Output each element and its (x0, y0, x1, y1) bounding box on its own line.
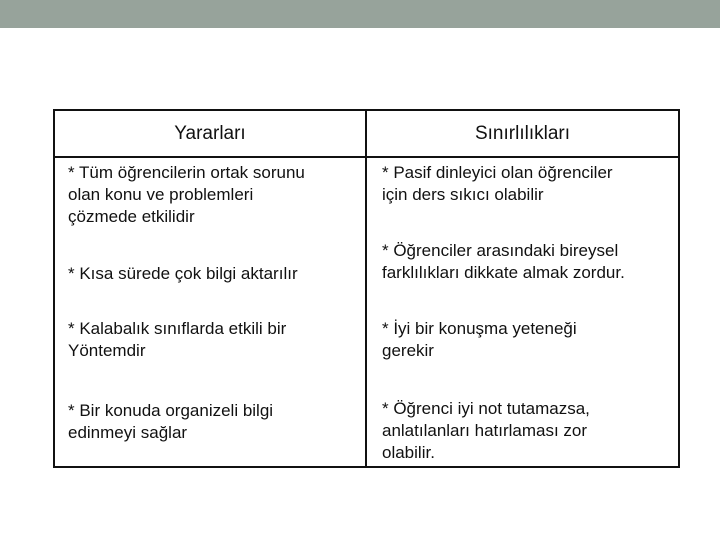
header-limitations: Sınırlılıkları (474, 123, 571, 144)
benefit-item-1: * Tüm öğrencilerin ortak sorunu olan konu ve problemleri çözmede etkilidir (68, 163, 305, 226)
header-benefits: Yararları (174, 123, 246, 144)
limitation-item-1: * Pasif dinleyici olan öğrenciler için ders sıkıcı olabilir (382, 163, 613, 204)
limitation-item-4: * Öğrenci iyi not tutamazsa, anlatılanları hatırlaması zor olabilir. (382, 399, 590, 462)
benefit-item-4: * Bir konuda organizeli bilgi edinmeyi sağlar (68, 401, 274, 442)
column-divider (365, 111, 367, 466)
comparison-table (53, 109, 680, 468)
benefit-item-3: * Kalabalık sınıflarda etkili bir Yöntemdir (68, 319, 287, 360)
limitation-item-2: * Öğrenciler arasındaki bireysel farklılıkları dikkate almak zordur. (382, 241, 625, 282)
benefit-item-2: * Kısa sürede çok bilgi aktarılır (68, 264, 298, 283)
limitation-item-3: * İyi bir konuşma yeteneği gerekir (382, 319, 577, 360)
top-accent-band (0, 0, 720, 28)
